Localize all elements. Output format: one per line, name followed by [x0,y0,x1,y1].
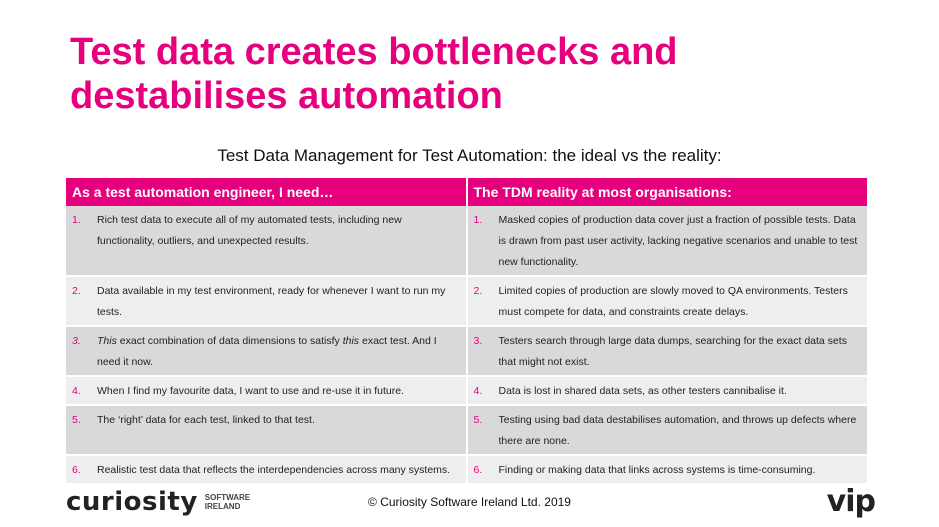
reality-text: Data is lost in shared data sets, as other testers cannibalise it. [498,385,787,397]
curiosity-logo-subtitle: SOFTWARE IRELAND [204,493,251,511]
need-text: The ‘right’ data for each test, linked to that test. [97,414,315,426]
table-row [66,405,867,455]
need-text: Data available in my test environment, ready for whenever I want to run my tests. [97,285,446,318]
row-number: 3. [72,335,81,347]
reality-cell [467,206,868,276]
row-number: 6. [72,464,81,476]
vip-logo: vip [826,484,875,519]
reality-text: Masked copies of production data cover just a fraction of possible tests. Data is drawn from past user activity, lacking negative scenarios and unable to test new functionality. [498,214,858,268]
reality-cell [467,376,868,405]
need-cell [66,455,467,484]
reality-text: Finding or making data that links across systems is time-consuming. [498,464,816,476]
table-row [66,326,867,376]
need-text: This exact combination of data dimensions to satisfy this exact test. And I need it now. [97,335,437,368]
table-row [66,455,867,484]
row-number: 4. [72,385,81,397]
row-number: 4. [473,385,483,397]
need-cell [66,276,467,326]
row-number: 2. [72,285,81,297]
reality-text: Limited copies of production are slowly moved to QA environments. Testers must compete for data, and constraints create delays. [498,285,848,318]
need-cell [66,326,467,376]
row-number: 1. [72,214,81,226]
slide-subtitle: Test Data Management for Test Automation: the ideal vs the reality: [217,146,722,165]
reality-cell [467,455,868,484]
header-reality: The TDM reality at most organisations: [467,178,868,206]
row-number: 3. [473,335,483,347]
row-number: 6. [473,464,483,476]
copyright-notice: © Curiosity Software Ireland Ltd. 2019 [368,495,571,509]
slide-title-line-2: destabilises automation [70,75,503,117]
row-number: 1. [473,214,483,226]
row-number: 5. [72,414,81,426]
need-text: Realistic test data that reflects the interdependencies across many systems. [97,464,451,476]
reality-text: Testers search through large data dumps, searching for the exact data sets that might not exist. [498,335,847,368]
row-number: 2. [473,285,483,297]
curiosity-logo-wordmark: curiosity [66,487,198,517]
slide-title [70,30,890,118]
reality-text: Testing using bad data destabilises automation, and throws up defects where there are none. [498,414,857,447]
reality-cell [467,276,868,326]
comparison-table [66,178,867,485]
table-row [66,206,867,276]
need-cell [66,405,467,455]
row-number: 5. [473,414,483,426]
need-cell [66,376,467,405]
need-cell [66,206,467,276]
need-text: When I find my favourite data, I want to use and re-use it in future. [97,385,404,397]
slide-title-line-1: Test data creates bottlenecks and [70,31,678,73]
table-row [66,376,867,405]
reality-cell [467,405,868,455]
need-text: Rich test data to execute all of my automated tests, including new functionality, outliers, and unexpected results. [97,214,402,247]
header-need: As a test automation engineer, I need… [66,178,467,206]
emphasis-this: This [97,335,117,347]
emphasis-this: this [342,335,360,347]
table-header-row [66,178,867,206]
table-row [66,276,867,326]
reality-cell [467,326,868,376]
